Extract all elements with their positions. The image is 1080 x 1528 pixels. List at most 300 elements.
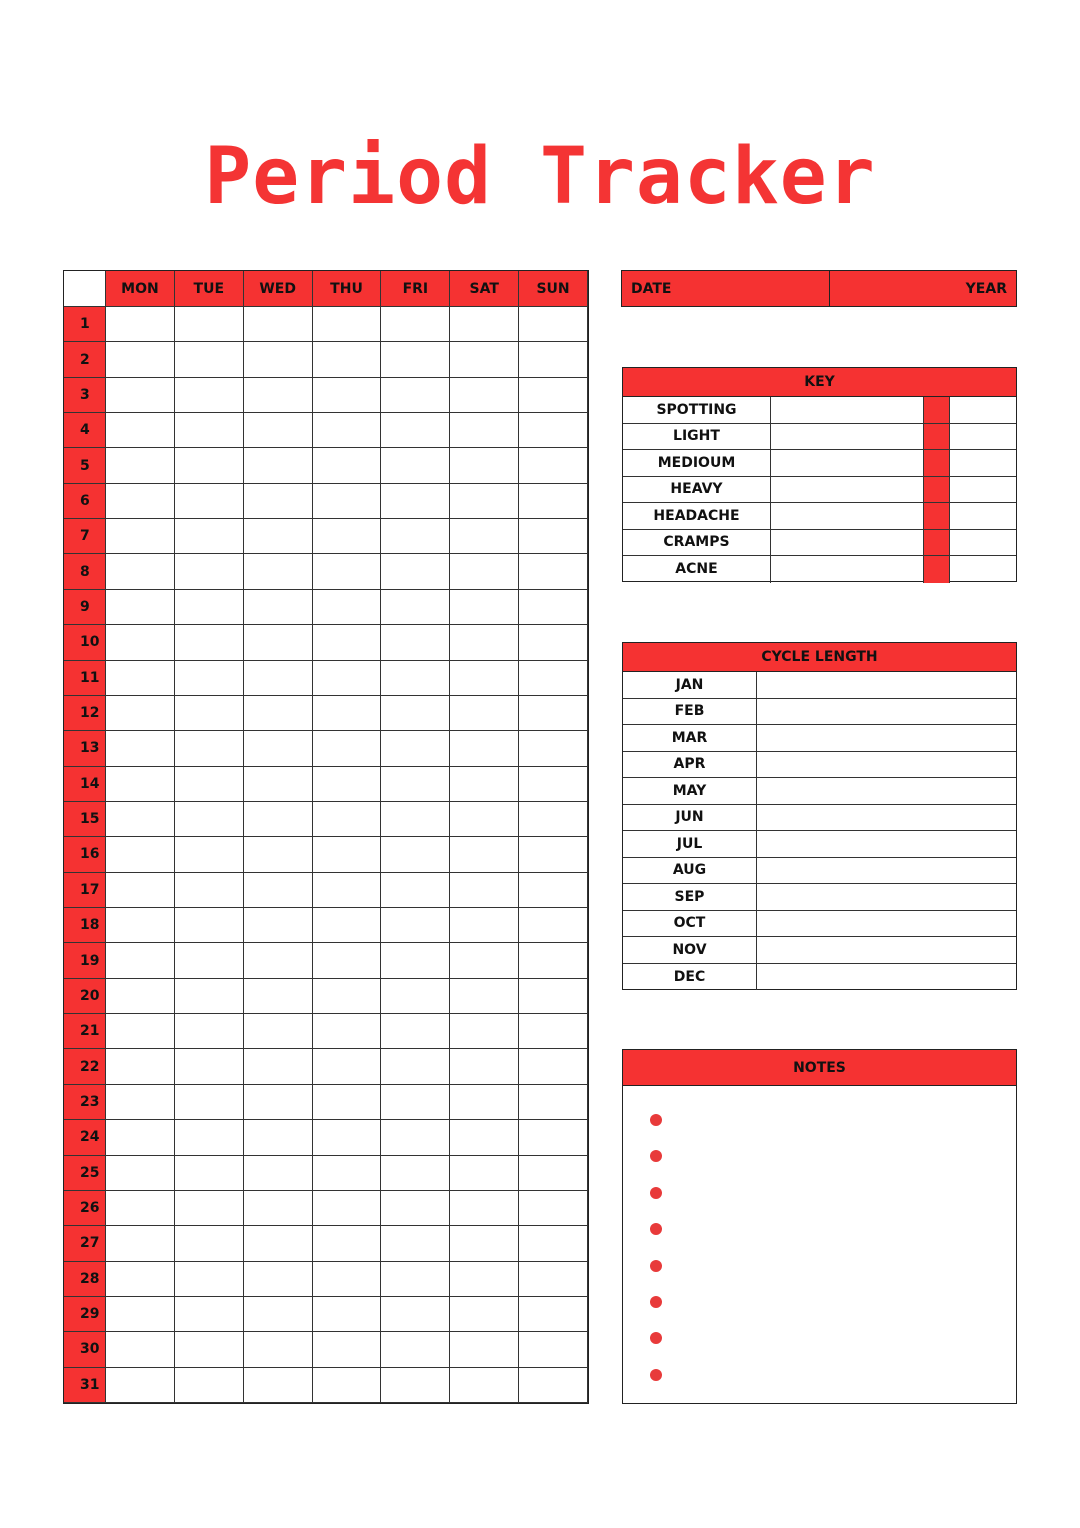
calendar-cell[interactable] — [106, 802, 175, 837]
key-entry-field[interactable] — [771, 450, 924, 476]
bullet-dot-icon — [650, 1260, 662, 1272]
calendar-cell[interactable] — [450, 378, 519, 413]
year-field[interactable]: YEAR — [965, 280, 1007, 297]
calendar-cell[interactable] — [106, 1049, 175, 1084]
calendar-cell[interactable] — [450, 661, 519, 696]
calendar-cell[interactable] — [450, 307, 519, 342]
calendar-cell[interactable] — [313, 378, 382, 413]
calendar-cell[interactable] — [313, 1156, 382, 1191]
calendar-cell[interactable] — [519, 1332, 588, 1367]
calendar-cell[interactable] — [381, 661, 450, 696]
calendar-cell[interactable] — [450, 1049, 519, 1084]
calendar-cell[interactable] — [450, 519, 519, 554]
calendar-cell[interactable] — [244, 1120, 313, 1155]
calendar-cell[interactable] — [450, 908, 519, 943]
calendar-cell[interactable] — [519, 767, 588, 802]
calendar-cell[interactable] — [175, 1297, 244, 1332]
calendar-cell[interactable] — [244, 1156, 313, 1191]
calendar-cell[interactable] — [175, 484, 244, 519]
calendar-cell[interactable] — [450, 1014, 519, 1049]
calendar-cell[interactable] — [106, 1262, 175, 1297]
calendar-cell[interactable] — [519, 1297, 588, 1332]
date-field[interactable]: DATE — [622, 271, 830, 306]
calendar-cell[interactable] — [450, 767, 519, 802]
calendar-cell[interactable] — [381, 802, 450, 837]
calendar-cell[interactable] — [313, 554, 382, 589]
calendar-cell[interactable] — [381, 378, 450, 413]
cycle-row-may — [623, 778, 1016, 805]
calendar-cell[interactable] — [175, 1085, 244, 1120]
calendar-cell[interactable] — [313, 696, 382, 731]
calendar-cell[interactable] — [175, 342, 244, 377]
calendar-cell[interactable] — [244, 731, 313, 766]
cycle-length-title: CYCLE LENGTH — [623, 643, 1016, 672]
key-color-swatch — [924, 424, 950, 450]
calendar-cell[interactable] — [381, 554, 450, 589]
bullet-dot-icon — [650, 1332, 662, 1344]
calendar-cell[interactable] — [175, 979, 244, 1014]
calendar-cell[interactable] — [381, 1014, 450, 1049]
calendar-cell[interactable] — [519, 484, 588, 519]
calendar-cell[interactable] — [313, 1191, 382, 1226]
calendar-cell[interactable] — [313, 908, 382, 943]
calendar-cell[interactable] — [244, 554, 313, 589]
calendar-cell[interactable] — [244, 519, 313, 554]
calendar-cell[interactable] — [313, 484, 382, 519]
calendar-grid — [63, 270, 589, 1404]
cycle-row-jun — [623, 805, 1016, 832]
calendar-corner — [64, 271, 106, 307]
calendar-cell[interactable] — [244, 767, 313, 802]
calendar-cell[interactable] — [175, 1226, 244, 1261]
calendar-cell[interactable] — [244, 1014, 313, 1049]
calendar-cell[interactable] — [381, 413, 450, 448]
calendar-cell[interactable] — [175, 590, 244, 625]
calendar-cell[interactable] — [175, 413, 244, 448]
row-number: 23 — [64, 1085, 106, 1120]
calendar-cell[interactable] — [244, 1368, 313, 1403]
calendar-cell[interactable] — [450, 342, 519, 377]
calendar-cell[interactable] — [519, 342, 588, 377]
calendar-cell[interactable] — [106, 908, 175, 943]
key-table — [622, 367, 1017, 582]
calendar-cell[interactable] — [381, 448, 450, 483]
day-header-tue: TUE — [175, 271, 244, 307]
calendar-cell[interactable] — [381, 1226, 450, 1261]
key-title: KEY — [623, 368, 1016, 397]
calendar-cell[interactable] — [106, 1297, 175, 1332]
calendar-cell[interactable] — [519, 1226, 588, 1261]
calendar-cell[interactable] — [106, 979, 175, 1014]
key-mark-field[interactable] — [950, 503, 1016, 529]
key-mark-field[interactable] — [950, 450, 1016, 476]
calendar-cell[interactable] — [313, 448, 382, 483]
cycle-length-field[interactable] — [757, 672, 1016, 698]
calendar-cell[interactable] — [519, 1085, 588, 1120]
calendar-cell[interactable] — [313, 1014, 382, 1049]
calendar-cell[interactable] — [244, 1262, 313, 1297]
key-entry-field[interactable] — [771, 424, 924, 450]
calendar-cell[interactable] — [519, 731, 588, 766]
cycle-row-mar — [623, 725, 1016, 752]
key-mark-field[interactable] — [950, 424, 1016, 450]
calendar-cell[interactable] — [519, 413, 588, 448]
row-number: 5 — [64, 448, 106, 483]
cycle-length-field[interactable] — [757, 725, 1016, 751]
row-number: 20 — [64, 979, 106, 1014]
key-mark-field[interactable] — [950, 556, 1016, 583]
calendar-cell[interactable] — [313, 519, 382, 554]
calendar-cell[interactable] — [175, 625, 244, 660]
calendar-cell[interactable] — [313, 802, 382, 837]
row-number: 1 — [64, 307, 106, 342]
calendar-cell[interactable] — [106, 696, 175, 731]
calendar-cell[interactable] — [175, 1332, 244, 1367]
row-number: 3 — [64, 378, 106, 413]
calendar-cell[interactable] — [244, 448, 313, 483]
calendar-cell[interactable] — [175, 696, 244, 731]
calendar-cell[interactable] — [244, 1085, 313, 1120]
calendar-cell[interactable] — [313, 342, 382, 377]
month-label: APR — [623, 752, 757, 778]
cycle-length-field[interactable] — [757, 884, 1016, 910]
calendar-cell[interactable] — [106, 1014, 175, 1049]
key-entry-field[interactable] — [771, 477, 924, 503]
key-entry-field[interactable] — [771, 503, 924, 529]
calendar-cell[interactable] — [519, 307, 588, 342]
calendar-cell[interactable] — [381, 1191, 450, 1226]
calendar-cell[interactable] — [313, 1120, 382, 1155]
key-mark-field[interactable] — [950, 530, 1016, 556]
calendar-cell[interactable] — [106, 307, 175, 342]
calendar-cell[interactable] — [244, 625, 313, 660]
cycle-row-feb — [623, 699, 1016, 726]
calendar-cell[interactable] — [519, 943, 588, 978]
calendar-cell[interactable] — [106, 1332, 175, 1367]
calendar-cell[interactable] — [244, 696, 313, 731]
calendar-cell[interactable] — [175, 1191, 244, 1226]
cycle-length-field[interactable] — [757, 937, 1016, 963]
calendar-cell[interactable] — [313, 1332, 382, 1367]
calendar-cell[interactable] — [450, 590, 519, 625]
calendar-cell[interactable] — [313, 625, 382, 660]
calendar-cell[interactable] — [381, 1332, 450, 1367]
key-entry-field[interactable] — [771, 556, 924, 583]
calendar-cell[interactable] — [313, 1297, 382, 1332]
calendar-cell[interactable] — [106, 1368, 175, 1403]
calendar-cell[interactable] — [450, 413, 519, 448]
calendar-cell[interactable] — [450, 1156, 519, 1191]
calendar-cell[interactable] — [519, 908, 588, 943]
cycle-length-field[interactable] — [757, 911, 1016, 937]
key-label: HEAVY — [623, 477, 771, 503]
calendar-cell[interactable] — [519, 1120, 588, 1155]
calendar-cell[interactable] — [313, 1049, 382, 1084]
cycle-row-dec — [623, 964, 1016, 991]
key-mark-field[interactable] — [950, 397, 1016, 423]
calendar-cell[interactable] — [106, 731, 175, 766]
calendar-cell[interactable] — [244, 307, 313, 342]
calendar-cell[interactable] — [381, 1156, 450, 1191]
calendar-cell[interactable] — [175, 1262, 244, 1297]
calendar-cell[interactable] — [106, 1120, 175, 1155]
calendar-cell[interactable] — [175, 519, 244, 554]
calendar-cell[interactable] — [244, 342, 313, 377]
calendar-cell[interactable] — [450, 1262, 519, 1297]
month-label: JUL — [623, 831, 757, 857]
row-number: 10 — [64, 625, 106, 660]
calendar-cell[interactable] — [175, 554, 244, 589]
calendar-cell[interactable] — [381, 943, 450, 978]
key-color-swatch — [924, 450, 950, 476]
key-color-swatch — [924, 397, 950, 423]
calendar-cell[interactable] — [106, 1156, 175, 1191]
calendar-cell[interactable] — [175, 661, 244, 696]
calendar-cell[interactable] — [175, 873, 244, 908]
cycle-length-field[interactable] — [757, 858, 1016, 884]
calendar-cell[interactable] — [106, 943, 175, 978]
calendar-cell[interactable] — [175, 1156, 244, 1191]
calendar-cell[interactable] — [381, 590, 450, 625]
calendar-cell[interactable] — [244, 1191, 313, 1226]
calendar-cell[interactable] — [381, 731, 450, 766]
calendar-cell[interactable] — [519, 661, 588, 696]
calendar-cell[interactable] — [381, 519, 450, 554]
calendar-cell[interactable] — [106, 519, 175, 554]
calendar-cell[interactable] — [244, 943, 313, 978]
calendar-cell[interactable] — [313, 979, 382, 1014]
calendar-cell[interactable] — [175, 378, 244, 413]
calendar-cell[interactable] — [313, 307, 382, 342]
calendar-cell[interactable] — [175, 837, 244, 872]
calendar-cell[interactable] — [519, 554, 588, 589]
calendar-cell[interactable] — [244, 378, 313, 413]
calendar-cell[interactable] — [450, 1297, 519, 1332]
month-label: DEC — [623, 964, 757, 991]
calendar-cell[interactable] — [450, 837, 519, 872]
cycle-length-field[interactable] — [757, 831, 1016, 857]
calendar-cell[interactable] — [450, 802, 519, 837]
calendar-cell[interactable] — [519, 519, 588, 554]
calendar-cell[interactable] — [450, 731, 519, 766]
calendar-cell[interactable] — [450, 979, 519, 1014]
calendar-cell[interactable] — [450, 1226, 519, 1261]
key-color-swatch — [924, 503, 950, 529]
calendar-cell[interactable] — [313, 413, 382, 448]
calendar-cell[interactable] — [450, 1085, 519, 1120]
key-entry-field[interactable] — [771, 530, 924, 556]
calendar-cell[interactable] — [519, 448, 588, 483]
calendar-cell[interactable] — [106, 873, 175, 908]
calendar-cell[interactable] — [519, 1014, 588, 1049]
calendar-cell[interactable] — [519, 590, 588, 625]
day-header-fri: FRI — [381, 271, 450, 307]
row-number: 24 — [64, 1120, 106, 1155]
calendar-cell[interactable] — [244, 979, 313, 1014]
calendar-cell[interactable] — [175, 767, 244, 802]
calendar-cell[interactable] — [106, 1226, 175, 1261]
row-number: 21 — [64, 1014, 106, 1049]
calendar-cell[interactable] — [175, 1014, 244, 1049]
calendar-cell[interactable] — [381, 1049, 450, 1084]
calendar-cell[interactable] — [381, 625, 450, 660]
cycle-length-field[interactable] — [757, 805, 1016, 831]
calendar-cell[interactable] — [106, 342, 175, 377]
calendar-cell[interactable] — [106, 378, 175, 413]
calendar-cell[interactable] — [450, 484, 519, 519]
calendar-cell[interactable] — [519, 873, 588, 908]
calendar-cell[interactable] — [175, 943, 244, 978]
calendar-cell[interactable] — [450, 1120, 519, 1155]
cycle-length-field[interactable] — [757, 699, 1016, 725]
calendar-cell[interactable] — [381, 484, 450, 519]
calendar-cell[interactable] — [381, 696, 450, 731]
calendar-cell[interactable] — [313, 1262, 382, 1297]
calendar-cell[interactable] — [450, 1332, 519, 1367]
day-header-thu: THU — [313, 271, 382, 307]
row-number: 29 — [64, 1297, 106, 1332]
calendar-cell[interactable] — [313, 873, 382, 908]
calendar-cell[interactable] — [175, 802, 244, 837]
cycle-length-field[interactable] — [757, 778, 1016, 804]
calendar-cell[interactable] — [381, 979, 450, 1014]
month-label: JUN — [623, 805, 757, 831]
calendar-cell[interactable] — [106, 1191, 175, 1226]
calendar-cell[interactable] — [244, 908, 313, 943]
key-entry-field[interactable] — [771, 397, 924, 423]
calendar-cell[interactable] — [175, 1120, 244, 1155]
calendar-cell[interactable] — [519, 979, 588, 1014]
key-row — [623, 503, 1016, 530]
calendar-cell[interactable] — [519, 802, 588, 837]
bullet-dot-icon — [650, 1369, 662, 1381]
calendar-cell[interactable] — [519, 1156, 588, 1191]
key-row — [623, 397, 1016, 424]
calendar-cell[interactable] — [313, 837, 382, 872]
calendar-cell[interactable] — [519, 1368, 588, 1403]
calendar-cell[interactable] — [313, 1085, 382, 1120]
calendar-cell[interactable] — [106, 448, 175, 483]
calendar-cell[interactable] — [450, 625, 519, 660]
calendar-cell[interactable] — [519, 1262, 588, 1297]
calendar-cell[interactable] — [519, 837, 588, 872]
row-number: 25 — [64, 1156, 106, 1191]
calendar-cell[interactable] — [313, 731, 382, 766]
calendar-cell[interactable] — [519, 625, 588, 660]
calendar-cell[interactable] — [106, 413, 175, 448]
row-number: 28 — [64, 1262, 106, 1297]
calendar-cell[interactable] — [106, 661, 175, 696]
month-label: OCT — [623, 911, 757, 937]
calendar-cell[interactable] — [244, 837, 313, 872]
calendar-cell[interactable] — [519, 696, 588, 731]
calendar-cell[interactable] — [175, 908, 244, 943]
cycle-length-field[interactable] — [757, 964, 1016, 991]
calendar-cell[interactable] — [381, 1085, 450, 1120]
calendar-cell[interactable] — [381, 1262, 450, 1297]
calendar-cell[interactable] — [106, 484, 175, 519]
calendar-cell[interactable] — [244, 590, 313, 625]
calendar-cell[interactable] — [381, 1368, 450, 1403]
calendar-cell[interactable] — [175, 731, 244, 766]
key-label: CRAMPS — [623, 530, 771, 556]
calendar-cell[interactable] — [313, 943, 382, 978]
calendar-cell[interactable] — [519, 1049, 588, 1084]
calendar-cell[interactable] — [106, 837, 175, 872]
calendar-cell[interactable] — [381, 767, 450, 802]
calendar-cell[interactable] — [450, 1191, 519, 1226]
month-label: FEB — [623, 699, 757, 725]
calendar-cell[interactable] — [519, 1191, 588, 1226]
calendar-cell[interactable] — [313, 1226, 382, 1261]
calendar-cell[interactable] — [175, 1049, 244, 1084]
calendar-cell[interactable] — [313, 767, 382, 802]
key-row — [623, 424, 1016, 451]
calendar-cell[interactable] — [450, 1368, 519, 1403]
calendar-cell[interactable] — [106, 590, 175, 625]
calendar-cell[interactable] — [244, 413, 313, 448]
cycle-row-aug — [623, 858, 1016, 885]
bullet-dot-icon — [650, 1114, 662, 1126]
calendar-cell[interactable] — [381, 908, 450, 943]
notes-box[interactable] — [622, 1049, 1017, 1404]
calendar-cell[interactable] — [381, 837, 450, 872]
calendar-cell[interactable] — [175, 1368, 244, 1403]
calendar-cell[interactable] — [175, 307, 244, 342]
calendar-cell[interactable] — [244, 1049, 313, 1084]
row-number: 4 — [64, 413, 106, 448]
calendar-cell[interactable] — [450, 943, 519, 978]
calendar-cell[interactable] — [244, 873, 313, 908]
key-row — [623, 530, 1016, 557]
calendar-cell[interactable] — [106, 554, 175, 589]
calendar-cell[interactable] — [244, 1332, 313, 1367]
calendar-cell[interactable] — [244, 661, 313, 696]
calendar-cell[interactable] — [244, 1297, 313, 1332]
cycle-length-field[interactable] — [757, 752, 1016, 778]
calendar-cell[interactable] — [450, 448, 519, 483]
calendar-cell[interactable] — [381, 873, 450, 908]
calendar-cell[interactable] — [313, 661, 382, 696]
calendar-cell[interactable] — [519, 378, 588, 413]
row-number: 30 — [64, 1332, 106, 1367]
calendar-cell[interactable] — [106, 625, 175, 660]
calendar-cell[interactable] — [106, 1085, 175, 1120]
calendar-cell[interactable] — [106, 767, 175, 802]
row-number: 27 — [64, 1226, 106, 1261]
calendar-cell[interactable] — [313, 1368, 382, 1403]
date-year-bar — [621, 270, 1017, 307]
calendar-cell[interactable] — [450, 696, 519, 731]
calendar-cell[interactable] — [313, 590, 382, 625]
calendar-cell[interactable] — [244, 484, 313, 519]
calendar-cell[interactable] — [381, 1120, 450, 1155]
day-header-mon: MON — [106, 271, 175, 307]
calendar-cell[interactable] — [381, 1297, 450, 1332]
month-label: SEP — [623, 884, 757, 910]
calendar-cell[interactable] — [381, 307, 450, 342]
row-number: 6 — [64, 484, 106, 519]
calendar-cell[interactable] — [244, 802, 313, 837]
calendar-cell[interactable] — [175, 448, 244, 483]
calendar-cell[interactable] — [450, 554, 519, 589]
calendar-cell[interactable] — [244, 1226, 313, 1261]
calendar-cell[interactable] — [381, 342, 450, 377]
key-mark-field[interactable] — [950, 477, 1016, 503]
row-number: 22 — [64, 1049, 106, 1084]
calendar-cell[interactable] — [450, 873, 519, 908]
row-number: 26 — [64, 1191, 106, 1226]
